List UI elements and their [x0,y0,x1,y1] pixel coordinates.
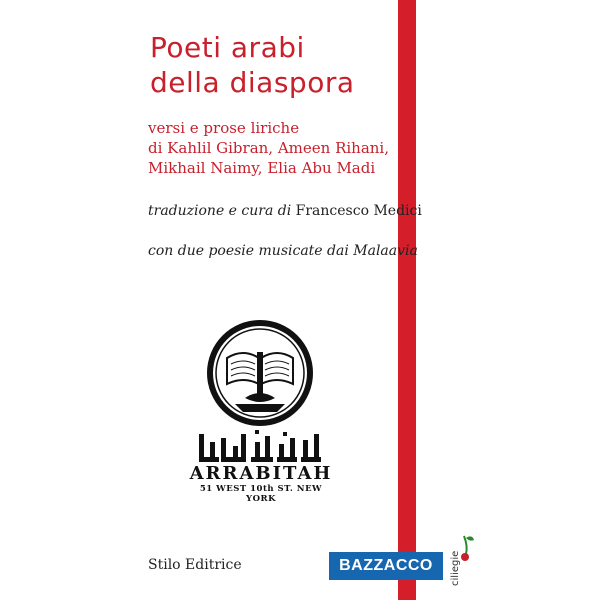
ciliegie-logo [446,532,476,588]
arrabitah-arabic-logo [195,428,325,466]
subtitle-line-3: Mikhail Naimy, Elia Abu Madi [148,159,376,177]
title-line-2: della diaspora [150,66,355,99]
title-line-1: Poeti arabi [150,31,305,64]
subtitle-line-1: versi e prose liriche [148,119,300,137]
subtitle-line-2: di Kahlil Gibran, Ameen Rihani, [148,139,389,157]
music-note: con due poesie musicate dai Malaavia [148,243,418,259]
cover-stripe-red [398,0,416,600]
bazzacco-badge: BAZZACCO [329,552,443,580]
arrabitah-logo-address: 51 WEST 10th ST. NEW YORK [199,484,323,504]
book-subtitle [148,118,389,178]
open-book-seal-icon [205,318,315,428]
book-title [150,30,355,100]
arrabitah-logo-name: ARRABITAH [189,463,333,484]
translation-credit [148,203,422,219]
translator-name: Francesco Medici [291,203,422,219]
translation-prefix: traduzione e cura di [148,203,292,219]
ciliegie-logo-text: ciliegie [450,550,461,586]
publisher-name: Stilo Editrice [148,557,242,573]
